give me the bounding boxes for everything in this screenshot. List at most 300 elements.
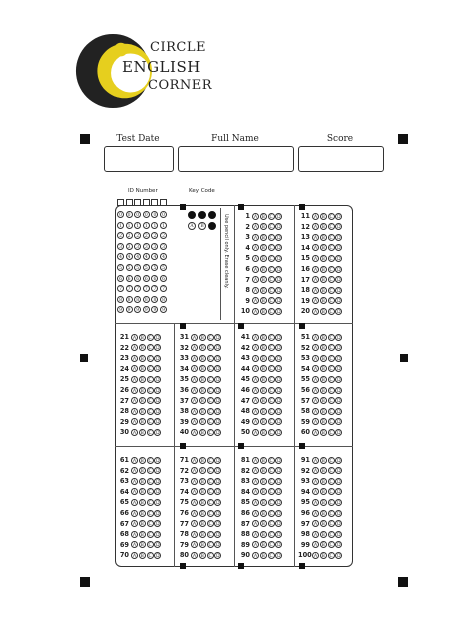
answer-bubble[interactable]: D (277, 479, 281, 485)
answer-bubble[interactable]: B (140, 409, 144, 415)
answer-bubble[interactable]: B (261, 256, 265, 262)
answer-bubble[interactable]: B (261, 543, 265, 549)
answer-bubble[interactable]: C (269, 214, 273, 220)
answer-bubble[interactable]: A (192, 367, 197, 373)
answer-bubble[interactable]: B (200, 335, 204, 341)
answer-bubble[interactable]: D (337, 346, 341, 352)
answer-bubble[interactable]: A (313, 346, 318, 352)
answer-bubble[interactable]: D (277, 235, 281, 241)
answer-bubble[interactable]: B (321, 490, 325, 496)
answer-bubble[interactable]: C (329, 532, 333, 538)
answer-bubble[interactable]: B (140, 500, 144, 506)
answer-bubble[interactable]: B (200, 356, 204, 362)
answer-bubble[interactable]: D (277, 430, 281, 436)
answer-bubble[interactable]: B (140, 532, 144, 538)
answer-bubble[interactable]: B (140, 367, 144, 373)
id-digit-bubble[interactable]: 1 (134, 222, 141, 229)
answer-bubble[interactable]: A (132, 490, 137, 496)
answer-bubble[interactable]: D (277, 458, 281, 464)
answer-bubble[interactable]: C (269, 309, 273, 315)
answer-bubble[interactable]: A (313, 388, 318, 394)
answer-bubble[interactable]: C (269, 278, 273, 284)
answer-bubble[interactable]: B (321, 532, 325, 538)
answer-bubble[interactable]: A (132, 522, 137, 528)
answer-bubble[interactable]: A (253, 479, 258, 485)
answer-bubble[interactable]: A (192, 522, 197, 528)
answer-bubble[interactable]: D (337, 388, 341, 394)
answer-bubble[interactable]: B (261, 458, 265, 464)
answer-bubble[interactable]: A (313, 511, 318, 517)
id-digit-bubble[interactable]: 8 (117, 296, 124, 303)
answer-bubble[interactable]: B (140, 356, 144, 362)
answer-bubble[interactable]: C (329, 430, 333, 436)
answer-bubble[interactable]: D (337, 356, 341, 362)
answer-bubble[interactable]: D (337, 430, 341, 436)
answer-bubble[interactable]: B (321, 479, 325, 485)
answer-bubble[interactable]: D (216, 522, 220, 528)
answer-bubble[interactable]: C (329, 377, 333, 383)
answer-bubble[interactable]: D (337, 278, 341, 284)
answer-bubble[interactable]: A (192, 335, 197, 341)
answer-bubble[interactable]: A (253, 299, 258, 305)
id-digit-bubble[interactable]: 3 (126, 243, 133, 250)
answer-bubble[interactable]: B (261, 235, 265, 241)
answer-bubble[interactable]: D (277, 388, 281, 394)
answer-bubble[interactable]: C (329, 288, 333, 294)
answer-bubble[interactable]: A (313, 409, 318, 415)
answer-bubble[interactable]: B (321, 469, 325, 475)
answer-bubble[interactable]: A (132, 399, 137, 405)
answer-bubble[interactable]: B (200, 430, 204, 436)
answer-bubble[interactable]: B (261, 522, 265, 528)
answer-bubble[interactable]: A (253, 430, 258, 436)
answer-bubble[interactable]: C (208, 399, 212, 405)
answer-bubble[interactable]: A (132, 511, 137, 517)
answer-bubble[interactable]: D (156, 346, 160, 352)
answer-bubble[interactable]: B (140, 377, 144, 383)
id-digit-bubble[interactable]: 5 (143, 264, 150, 271)
answer-bubble[interactable]: D (337, 399, 341, 405)
answer-bubble[interactable]: A (253, 377, 258, 383)
answer-bubble[interactable]: A (192, 490, 197, 496)
id-digit-bubble[interactable]: 0 (126, 211, 133, 218)
answer-bubble[interactable]: B (261, 553, 265, 559)
answer-bubble[interactable]: A (253, 500, 258, 506)
answer-bubble[interactable]: A (253, 409, 258, 415)
answer-bubble[interactable]: A (313, 288, 318, 294)
id-digit-bubble[interactable]: 9 (117, 306, 124, 313)
answer-bubble[interactable]: A (313, 500, 318, 506)
id-digit-bubble[interactable]: 0 (117, 211, 124, 218)
answer-bubble[interactable]: C (329, 522, 333, 528)
id-digit-bubble[interactable]: 4 (151, 253, 158, 260)
answer-bubble[interactable]: D (277, 356, 281, 362)
answer-bubble[interactable]: C (329, 511, 333, 517)
answer-bubble[interactable]: A (313, 267, 318, 273)
answer-bubble[interactable]: A (192, 500, 197, 506)
answer-bubble[interactable]: A (313, 356, 318, 362)
answer-bubble[interactable]: B (321, 335, 325, 341)
answer-bubble[interactable]: B (321, 367, 325, 373)
answer-bubble[interactable]: C (148, 543, 152, 549)
answer-bubble[interactable]: B (140, 346, 144, 352)
answer-bubble[interactable]: D (277, 225, 281, 231)
answer-bubble[interactable]: B (200, 420, 204, 426)
id-digit-bubble[interactable]: 7 (151, 285, 158, 292)
answer-bubble[interactable]: B (261, 409, 265, 415)
key-code-bubble[interactable]: A (188, 222, 196, 230)
id-digit-bubble[interactable]: 6 (134, 275, 141, 282)
answer-bubble[interactable]: B (321, 420, 325, 426)
answer-bubble[interactable]: D (337, 235, 341, 241)
answer-bubble[interactable]: A (313, 377, 318, 383)
answer-bubble[interactable]: D (216, 420, 220, 426)
answer-bubble[interactable]: B (321, 399, 325, 405)
answer-bubble[interactable]: A (192, 458, 197, 464)
answer-bubble[interactable]: C (148, 430, 152, 436)
id-digit-bubble[interactable]: 4 (126, 253, 133, 260)
answer-bubble[interactable]: A (313, 225, 318, 231)
answer-bubble[interactable]: C (148, 458, 152, 464)
answer-bubble[interactable]: C (148, 409, 152, 415)
answer-bubble[interactable]: B (261, 377, 265, 383)
answer-bubble[interactable]: D (337, 511, 341, 517)
answer-bubble[interactable]: C (329, 346, 333, 352)
answer-bubble[interactable]: B (321, 235, 325, 241)
id-digit-bubble[interactable]: 6 (117, 275, 124, 282)
answer-bubble[interactable]: A (313, 532, 318, 538)
answer-bubble[interactable]: C (269, 256, 273, 262)
answer-bubble[interactable]: D (156, 356, 160, 362)
answer-bubble[interactable]: D (216, 532, 220, 538)
answer-bubble[interactable]: D (156, 479, 160, 485)
answer-bubble[interactable]: C (269, 225, 273, 231)
id-digit-bubble[interactable]: 1 (160, 222, 167, 229)
answer-bubble[interactable]: B (321, 225, 325, 231)
answer-bubble[interactable]: B (261, 532, 265, 538)
answer-bubble[interactable]: D (337, 299, 341, 305)
id-digit-bubble[interactable]: 6 (126, 275, 133, 282)
answer-bubble[interactable]: D (337, 543, 341, 549)
answer-bubble[interactable]: C (208, 511, 212, 517)
answer-bubble[interactable]: B (200, 458, 204, 464)
answer-bubble[interactable]: B (321, 543, 325, 549)
answer-bubble[interactable]: C (269, 246, 273, 252)
answer-bubble[interactable]: B (261, 356, 265, 362)
answer-bubble[interactable]: C (269, 399, 273, 405)
answer-bubble[interactable]: C (269, 532, 273, 538)
answer-bubble[interactable]: D (156, 500, 160, 506)
id-digit-bubble[interactable]: 4 (117, 253, 124, 260)
answer-bubble[interactable]: C (329, 214, 333, 220)
answer-bubble[interactable]: A (313, 479, 318, 485)
answer-bubble[interactable]: D (216, 458, 220, 464)
answer-bubble[interactable]: C (269, 458, 273, 464)
answer-bubble[interactable]: B (200, 543, 204, 549)
answer-bubble[interactable]: B (321, 278, 325, 284)
answer-bubble[interactable]: A (313, 522, 318, 528)
answer-bubble[interactable]: A (132, 543, 137, 549)
answer-bubble[interactable]: B (261, 511, 265, 517)
answer-bubble[interactable]: D (277, 346, 281, 352)
id-digit-bubble[interactable]: 7 (160, 285, 167, 292)
answer-bubble[interactable]: C (329, 309, 333, 315)
answer-bubble[interactable]: D (216, 399, 220, 405)
answer-bubble[interactable]: A (132, 335, 137, 341)
id-digit-bubble[interactable]: 8 (126, 296, 133, 303)
answer-bubble[interactable]: C (148, 490, 152, 496)
id-digit-bubble[interactable]: 2 (117, 232, 124, 239)
answer-bubble[interactable]: D (216, 500, 220, 506)
answer-bubble[interactable]: B (321, 256, 325, 262)
answer-bubble[interactable]: D (337, 479, 341, 485)
answer-bubble[interactable]: A (253, 543, 258, 549)
answer-bubble[interactable]: B (321, 214, 325, 220)
answer-bubble[interactable]: D (277, 309, 281, 315)
answer-bubble[interactable]: B (200, 399, 204, 405)
answer-bubble[interactable]: C (148, 469, 152, 475)
key-code-bubble-filled[interactable] (188, 211, 196, 219)
answer-bubble[interactable]: C (329, 278, 333, 284)
answer-bubble[interactable]: B (321, 388, 325, 394)
answer-bubble[interactable]: C (208, 469, 212, 475)
answer-bubble[interactable]: D (216, 356, 220, 362)
answer-bubble[interactable]: B (261, 278, 265, 284)
answer-bubble[interactable]: A (192, 543, 197, 549)
answer-bubble[interactable]: C (329, 356, 333, 362)
id-digit-bubble[interactable]: 0 (160, 211, 167, 218)
answer-bubble[interactable]: C (329, 225, 333, 231)
answer-bubble[interactable]: B (321, 288, 325, 294)
answer-bubble[interactable]: C (269, 267, 273, 273)
answer-bubble[interactable]: B (140, 490, 144, 496)
answer-bubble[interactable]: C (208, 490, 212, 496)
answer-bubble[interactable]: B (261, 346, 265, 352)
id-digit-bubble[interactable]: 9 (134, 306, 141, 313)
id-digit-bubble[interactable]: 5 (160, 264, 167, 271)
answer-bubble[interactable]: D (277, 500, 281, 506)
answer-bubble[interactable]: A (132, 377, 137, 383)
answer-bubble[interactable]: D (277, 420, 281, 426)
id-entry-box[interactable] (134, 199, 141, 206)
answer-bubble[interactable]: D (337, 377, 341, 383)
answer-bubble[interactable]: D (337, 214, 341, 220)
answer-bubble[interactable]: D (337, 553, 341, 559)
answer-bubble[interactable]: B (261, 367, 265, 373)
answer-bubble[interactable]: A (313, 420, 318, 426)
answer-bubble[interactable]: C (329, 399, 333, 405)
answer-bubble[interactable]: B (261, 214, 265, 220)
answer-bubble[interactable]: A (253, 346, 258, 352)
answer-bubble[interactable]: C (208, 532, 212, 538)
answer-bubble[interactable]: B (140, 388, 144, 394)
answer-bubble[interactable]: C (148, 553, 152, 559)
answer-bubble[interactable]: C (269, 235, 273, 241)
answer-bubble[interactable]: C (269, 367, 273, 373)
id-digit-bubble[interactable]: 5 (117, 264, 124, 271)
answer-bubble[interactable]: C (329, 420, 333, 426)
answer-bubble[interactable]: D (216, 388, 220, 394)
id-digit-bubble[interactable]: 6 (151, 275, 158, 282)
answer-bubble[interactable]: A (132, 458, 137, 464)
answer-bubble[interactable]: A (313, 553, 318, 559)
id-digit-bubble[interactable]: 5 (151, 264, 158, 271)
answer-bubble[interactable]: D (277, 522, 281, 528)
answer-bubble[interactable]: A (192, 399, 197, 405)
answer-bubble[interactable]: A (253, 388, 258, 394)
answer-bubble[interactable]: C (208, 543, 212, 549)
id-entry-box[interactable] (126, 199, 133, 206)
answer-bubble[interactable]: D (156, 511, 160, 517)
id-digit-bubble[interactable]: 3 (151, 243, 158, 250)
answer-bubble[interactable]: C (208, 335, 212, 341)
answer-bubble[interactable]: C (269, 500, 273, 506)
answer-bubble[interactable]: A (192, 346, 197, 352)
answer-bubble[interactable]: C (329, 500, 333, 506)
answer-bubble[interactable]: A (132, 356, 137, 362)
answer-bubble[interactable]: B (140, 522, 144, 528)
answer-bubble[interactable]: B (261, 388, 265, 394)
answer-bubble[interactable]: C (208, 553, 212, 559)
answer-bubble[interactable]: A (253, 256, 258, 262)
answer-bubble[interactable]: B (140, 420, 144, 426)
id-digit-bubble[interactable]: 2 (134, 232, 141, 239)
key-code-bubble[interactable]: B (198, 222, 206, 230)
answer-bubble[interactable]: C (208, 430, 212, 436)
id-digit-bubble[interactable]: 9 (160, 306, 167, 313)
answer-bubble[interactable]: D (216, 553, 220, 559)
answer-bubble[interactable]: A (132, 500, 137, 506)
answer-bubble[interactable]: B (140, 399, 144, 405)
id-digit-bubble[interactable]: 3 (160, 243, 167, 250)
id-digit-bubble[interactable]: 7 (117, 285, 124, 292)
answer-bubble[interactable]: B (200, 388, 204, 394)
key-code-bubble[interactable]: C (208, 222, 216, 230)
answer-bubble[interactable]: B (321, 246, 325, 252)
answer-bubble[interactable]: D (277, 367, 281, 373)
answer-bubble[interactable]: C (329, 458, 333, 464)
answer-bubble[interactable]: C (269, 409, 273, 415)
answer-bubble[interactable]: B (321, 346, 325, 352)
id-digit-bubble[interactable]: 4 (143, 253, 150, 260)
answer-bubble[interactable]: C (208, 420, 212, 426)
id-digit-bubble[interactable]: 4 (160, 253, 167, 260)
answer-bubble[interactable]: C (329, 367, 333, 373)
answer-bubble[interactable]: C (208, 458, 212, 464)
answer-bubble[interactable]: A (313, 235, 318, 241)
answer-bubble[interactable]: A (313, 299, 318, 305)
answer-bubble[interactable]: B (321, 309, 325, 315)
answer-bubble[interactable]: A (253, 356, 258, 362)
id-digit-bubble[interactable]: 9 (151, 306, 158, 313)
answer-bubble[interactable]: B (261, 490, 265, 496)
answer-bubble[interactable]: D (337, 490, 341, 496)
answer-bubble[interactable]: D (156, 399, 160, 405)
answer-bubble[interactable]: B (140, 469, 144, 475)
answer-bubble[interactable]: D (337, 256, 341, 262)
answer-bubble[interactable]: A (253, 490, 258, 496)
answer-bubble[interactable]: A (132, 409, 137, 415)
answer-bubble[interactable]: B (321, 267, 325, 273)
answer-bubble[interactable]: D (156, 458, 160, 464)
answer-bubble[interactable]: C (329, 553, 333, 559)
answer-bubble[interactable]: C (329, 388, 333, 394)
answer-bubble[interactable]: D (156, 532, 160, 538)
answer-bubble[interactable]: A (192, 553, 197, 559)
answer-bubble[interactable]: D (156, 490, 160, 496)
answer-bubble[interactable]: D (277, 409, 281, 415)
answer-bubble[interactable]: C (329, 543, 333, 549)
answer-bubble[interactable]: B (261, 225, 265, 231)
answer-bubble[interactable]: A (192, 532, 197, 538)
answer-bubble[interactable]: C (208, 367, 212, 373)
answer-bubble[interactable]: B (321, 377, 325, 383)
answer-bubble[interactable]: C (208, 522, 212, 528)
answer-bubble[interactable]: C (148, 367, 152, 373)
answer-bubble[interactable]: A (132, 388, 137, 394)
answer-bubble[interactable]: C (269, 522, 273, 528)
answer-bubble[interactable]: B (140, 479, 144, 485)
id-digit-bubble[interactable]: 7 (134, 285, 141, 292)
answer-bubble[interactable]: C (148, 500, 152, 506)
answer-bubble[interactable]: A (132, 469, 137, 475)
answer-bubble[interactable]: C (329, 479, 333, 485)
answer-bubble[interactable]: D (216, 490, 220, 496)
answer-bubble[interactable]: A (313, 458, 318, 464)
id-digit-bubble[interactable]: 5 (126, 264, 133, 271)
answer-bubble[interactable]: B (261, 430, 265, 436)
answer-bubble[interactable]: A (253, 532, 258, 538)
answer-bubble[interactable]: C (269, 299, 273, 305)
answer-bubble[interactable]: A (313, 367, 318, 373)
answer-bubble[interactable]: A (313, 430, 318, 436)
answer-bubble[interactable]: B (200, 490, 204, 496)
answer-bubble[interactable]: B (200, 469, 204, 475)
answer-bubble[interactable]: B (200, 500, 204, 506)
answer-bubble[interactable]: B (261, 399, 265, 405)
answer-bubble[interactable]: C (269, 430, 273, 436)
answer-bubble[interactable]: C (208, 356, 212, 362)
answer-bubble[interactable]: C (329, 299, 333, 305)
answer-bubble[interactable]: D (156, 543, 160, 549)
answer-bubble[interactable]: B (140, 511, 144, 517)
answer-bubble[interactable]: D (337, 335, 341, 341)
answer-bubble[interactable]: D (156, 469, 160, 475)
answer-bubble[interactable]: D (277, 246, 281, 252)
answer-bubble[interactable]: D (216, 367, 220, 373)
answer-bubble[interactable]: B (200, 367, 204, 373)
answer-bubble[interactable]: B (200, 377, 204, 383)
answer-bubble[interactable]: B (200, 409, 204, 415)
key-code-bubble-filled[interactable] (208, 211, 216, 219)
answer-bubble[interactable]: B (261, 267, 265, 273)
answer-bubble[interactable]: B (261, 309, 265, 315)
id-digit-bubble[interactable]: 8 (143, 296, 150, 303)
answer-bubble[interactable]: D (277, 288, 281, 294)
id-digit-bubble[interactable]: 2 (151, 232, 158, 239)
answer-bubble[interactable]: D (277, 490, 281, 496)
answer-bubble[interactable]: A (192, 511, 197, 517)
answer-bubble[interactable]: A (253, 235, 258, 241)
answer-bubble[interactable]: A (192, 377, 197, 383)
answer-bubble[interactable]: A (253, 420, 258, 426)
answer-bubble[interactable]: B (261, 420, 265, 426)
id-digit-bubble[interactable]: 7 (126, 285, 133, 292)
full-name-field[interactable] (178, 146, 294, 172)
answer-bubble[interactable]: A (313, 246, 318, 252)
answer-bubble[interactable]: B (321, 522, 325, 528)
id-digit-bubble[interactable]: 8 (160, 296, 167, 303)
